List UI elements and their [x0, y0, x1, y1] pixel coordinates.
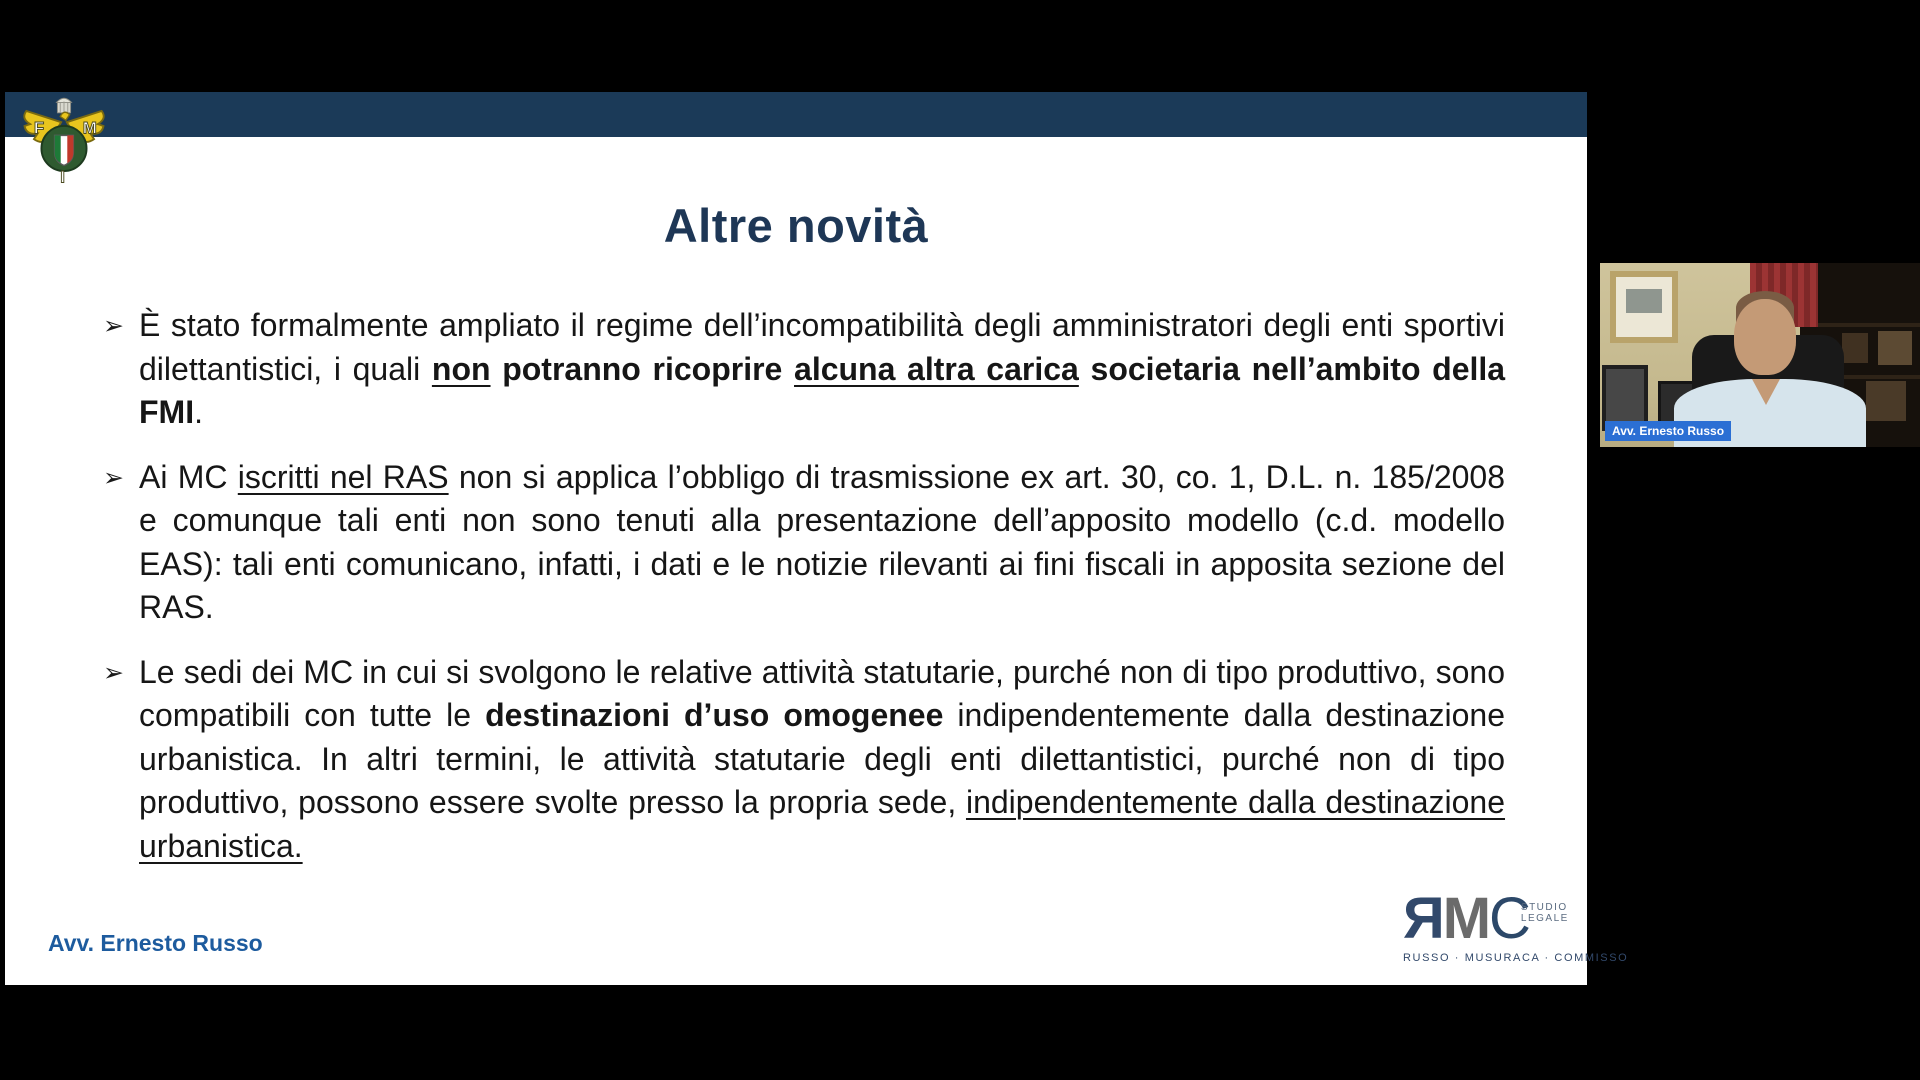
bullet-text: È stato formalmente ampliato il regime dell’incompatibilità degli amministratori degli enti sportivi dilettantistici, i quali non potranno ricoprire alcuna altra carica societaria nell’ambito della FMI. — [139, 307, 1506, 430]
slide-title: Altre novità — [663, 199, 929, 252]
bullet-item — [103, 456, 1507, 630]
fmi-logo — [17, 94, 111, 188]
fmi-logo-graphic — [17, 94, 111, 188]
slide-header-bar — [5, 92, 1587, 137]
picture-image — [1626, 289, 1662, 313]
rmc-studio: STUDIO — [1520, 902, 1568, 913]
rmc-studio-legale-logo — [1403, 886, 1629, 964]
bookshelf-shelf — [1800, 323, 1920, 327]
rmc-legale: LEGALE — [1520, 913, 1569, 924]
bullet-text: Le sedi dei MC in cui si svolgono le relative attività statutarie, purché non di tipo produttivo, sono compatibili con tutte le destinazioni d’uso omogenee indipendentemente dalla destinazione urbanistica. In altri termini, le attività statutarie degli enti dilettantistici, purché non di tipo produttivo, possono essere svolte presso la propria sede, indipendentemente dalla destinazione urbanistica. — [139, 653, 1506, 864]
bullet-item — [103, 304, 1507, 435]
bullet-arrow-icon: ➢ — [103, 311, 124, 340]
rmc-studio-legale-text — [1521, 902, 1569, 924]
fmi-letter-m: M — [82, 118, 97, 138]
wall-picture-frame — [1610, 271, 1678, 343]
bullet-arrow-icon: ➢ — [103, 462, 124, 492]
rmc-letter-m: M — [1442, 886, 1490, 951]
bullet-list — [103, 304, 1507, 889]
slide-footer-author: Avv. Ernesto Russo — [48, 930, 263, 956]
shelf-object — [1878, 331, 1912, 365]
speaker-face — [1734, 299, 1796, 375]
webcam-video[interactable] — [1600, 263, 1920, 447]
bullet-arrow-icon: ➢ — [103, 657, 124, 687]
shelf-object — [1866, 381, 1906, 421]
bullet-item — [103, 651, 1507, 869]
fmi-letter-f: F — [33, 118, 45, 138]
rmc-letter-c: C — [1489, 886, 1529, 951]
presentation-slide — [5, 92, 1629, 985]
webcam-name-label: Avv. Ernesto Russo — [1605, 421, 1731, 441]
rmc-partner-names: RUSSO · MUSURACA · COMMISSO — [1403, 952, 1629, 964]
bullet-text: Ai MC iscritti nel RAS non si applica l’obbligo di trasmissione ex art. 30, co. 1, D.L. n. 185/2008 e comunque tali enti non sono tenuti alla presentazione dell’apposito modello (c.d. modello EAS): tali enti comunicano, infatti, i dati e le notizie rilevanti ai fini fiscali in apposita sezione del RAS. — [139, 458, 1506, 625]
rmc-letter-r: Я — [1403, 886, 1443, 951]
shelf-object — [1842, 333, 1868, 363]
rmc-logo-letters — [1403, 886, 1575, 951]
fmi-letter-i: I — [60, 167, 65, 187]
